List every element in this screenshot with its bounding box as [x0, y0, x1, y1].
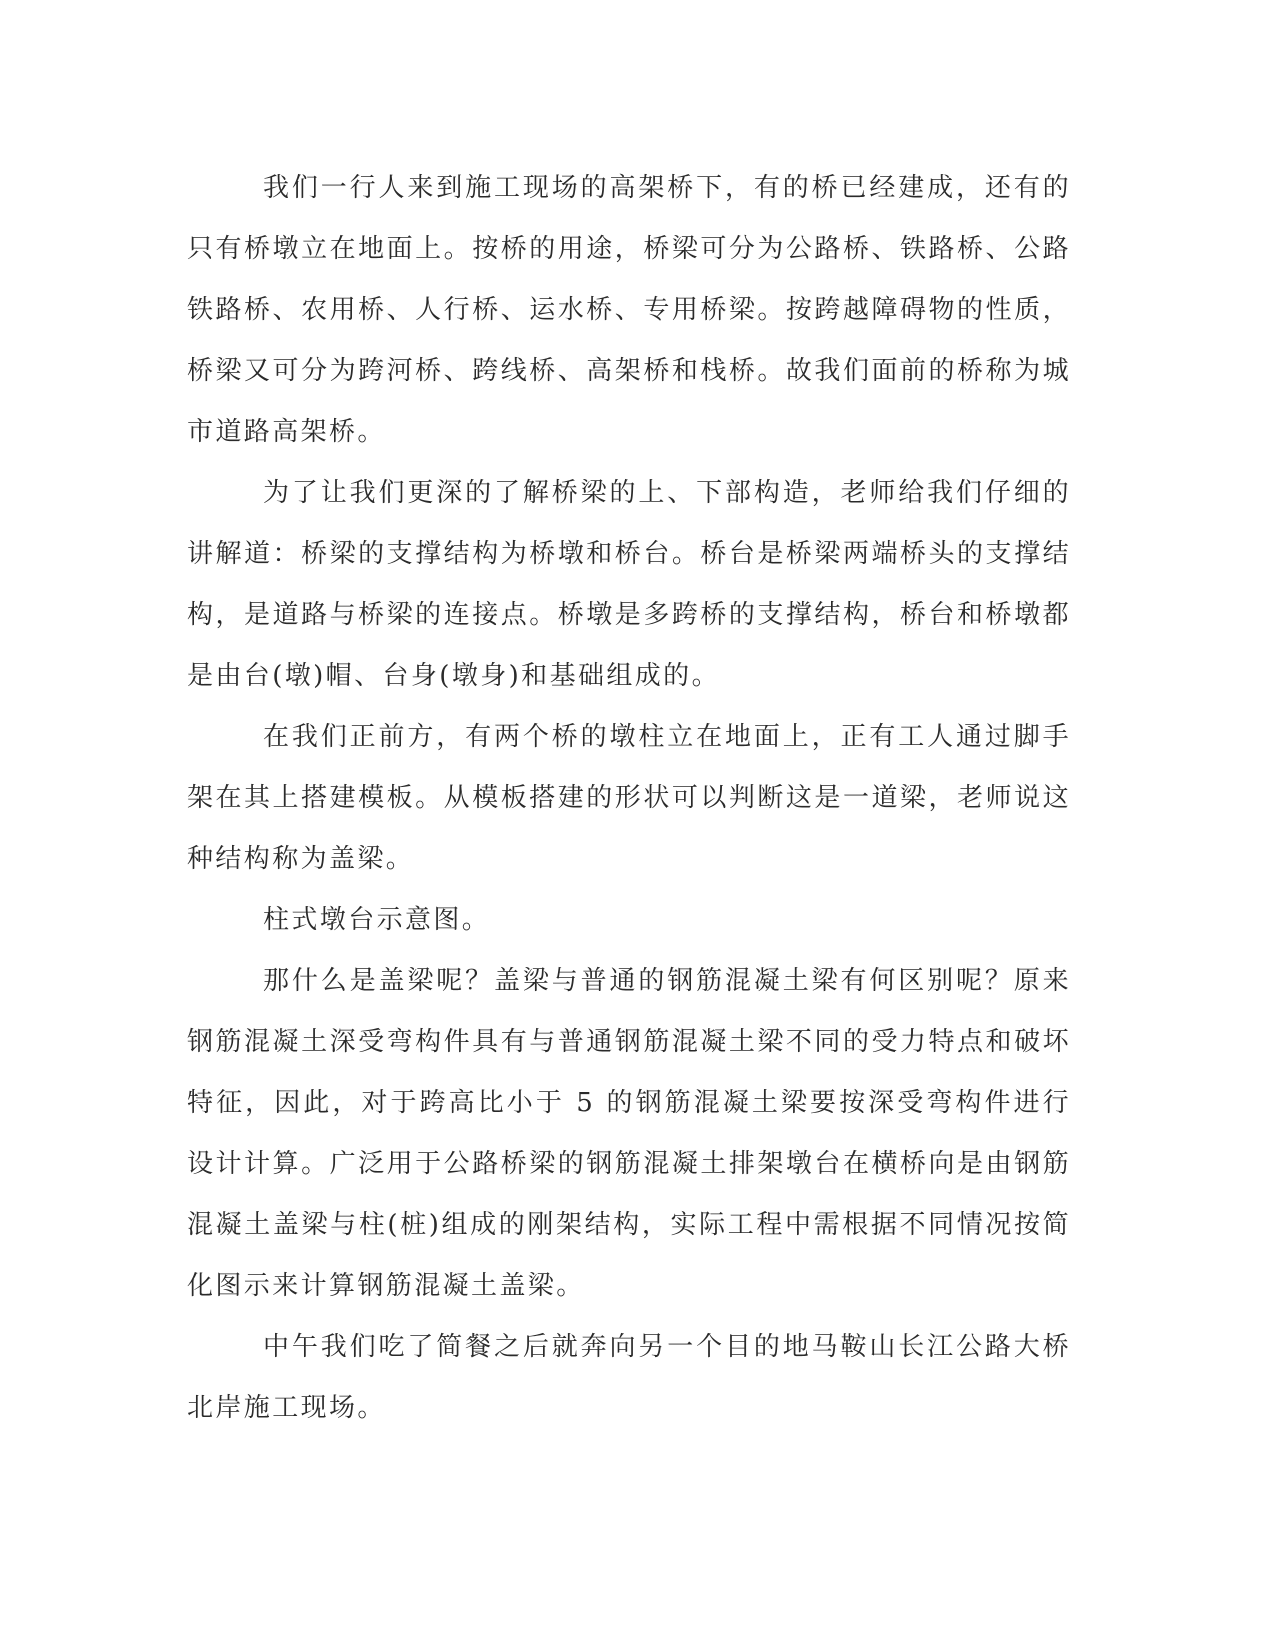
paragraph-cap-beam-intro: 在我们正前方，有两个桥的墩柱立在地面上，正有工人通过脚手架在其上搭建模板。从模板搭建的形状可以判断这是一道梁，老师说这种结构称为盖梁。	[187, 722, 1071, 874]
paragraph-cap-beam-explanation: 那什么是盖梁呢？盖梁与普通的钢筋混凝土梁有何区别呢？原来钢筋混凝土深受弯构件具有与普通钢筋混凝土梁不同的受力特点和破坏特征，因此，对于跨高比小于 5 的钢筋混凝土梁要按深受弯构件进行设计计算。广泛用于公路桥梁的钢筋混凝土排架墩台在横桥向是由钢筋混凝土盖梁与柱(桩)组成的刚架结构，实际工程中需根据不同情况按简化图示来计算钢筋混凝土盖梁。	[187, 966, 1071, 1301]
body-text	[187, 158, 1071, 1439]
paragraph-site-overview: 我们一行人来到施工现场的高架桥下，有的桥已经建成，还有的只有桥墩立在地面上。按桥的用途，桥梁可分为公路桥、铁路桥、公路铁路桥、农用桥、人行桥、运水桥、专用桥梁。按跨越障碍物的性质，桥梁又可分为跨河桥、跨线桥、高架桥和栈桥。故我们面前的桥称为城市道路高架桥。	[187, 173, 1071, 447]
paragraph-substructure: 为了让我们更深的了解桥梁的上、下部构造，老师给我们仔细的讲解道：桥梁的支撑结构为桥墩和桥台。桥台是桥梁两端桥头的支撑结构，是道路与桥梁的连接点。桥墩是多跨桥的支撑结构，桥台和桥墩都是由台(墩)帽、台身(墩身)和基础组成的。	[187, 478, 1071, 691]
paragraph-afternoon: 中午我们吃了简餐之后就奔向另一个目的地马鞍山长江公路大桥北岸施工现场。	[187, 1332, 1071, 1423]
paragraph-figure-caption: 柱式墩台示意图。	[263, 905, 491, 935]
